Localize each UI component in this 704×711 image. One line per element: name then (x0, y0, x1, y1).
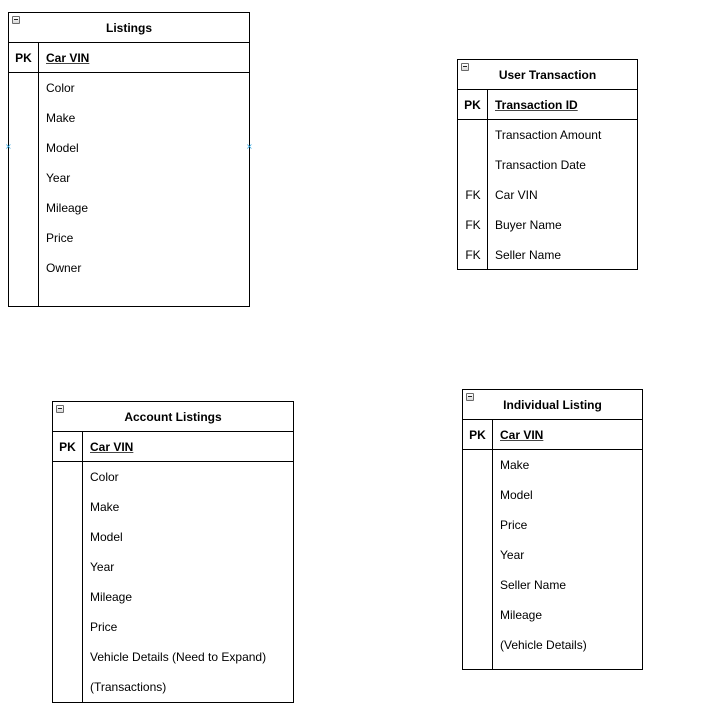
field-row[interactable] (9, 253, 249, 283)
field-row[interactable] (463, 450, 642, 480)
field-row[interactable] (9, 163, 249, 193)
entity-title: Account Listings (124, 409, 222, 424)
field-name: Transaction Amount (495, 128, 602, 142)
entity-header[interactable] (463, 390, 642, 420)
key-column-divider (492, 450, 493, 669)
field-name: Color (46, 81, 75, 95)
foreign-key-label: FK (465, 188, 481, 202)
entity-user-transaction[interactable] (457, 59, 638, 270)
field-name: Make (500, 458, 530, 472)
entity-title: User Transaction (498, 67, 597, 82)
field-list (9, 73, 249, 306)
field-row[interactable] (53, 672, 293, 702)
entity-title: Listings (105, 20, 152, 35)
field-row[interactable] (53, 552, 293, 582)
field-name: Seller Name (500, 578, 567, 592)
field-row[interactable] (53, 522, 293, 552)
primary-key-row[interactable] (53, 432, 293, 462)
primary-key-name: Car VIN (90, 439, 134, 454)
key-label: PK (53, 432, 83, 461)
field-name: (Vehicle Details) (500, 638, 587, 652)
field-name: Price (46, 231, 74, 245)
field-name: Color (90, 470, 119, 484)
field-name: Buyer Name (495, 218, 562, 232)
field-name: Year (500, 548, 525, 562)
key-column-divider (82, 462, 83, 702)
field-name: Model (500, 488, 533, 502)
field-row[interactable] (53, 612, 293, 642)
entity-account-listings[interactable] (52, 401, 294, 703)
connection-point-icon[interactable]: × (246, 142, 253, 151)
key-label: PK (458, 90, 488, 119)
field-row[interactable] (458, 120, 637, 150)
field-row[interactable] (9, 73, 249, 103)
field-row[interactable] (9, 193, 249, 223)
primary-key-name: Car VIN (46, 50, 90, 65)
field-name: Model (90, 530, 123, 544)
field-name: Mileage (46, 201, 89, 215)
field-name: Mileage (90, 590, 133, 604)
field-list (458, 120, 637, 269)
field-name: Car VIN (495, 188, 538, 202)
field-name: Year (90, 560, 115, 574)
field-row[interactable] (463, 630, 642, 660)
entity-title: Individual Listing (503, 397, 602, 412)
field-name: Owner (46, 261, 82, 275)
field-row[interactable] (53, 462, 293, 492)
key-label: PK (463, 420, 493, 449)
field-row[interactable] (9, 103, 249, 133)
field-name: Price (500, 518, 528, 532)
field-row[interactable] (458, 180, 637, 210)
key-column-divider (487, 120, 488, 269)
field-name: (Transactions) (90, 680, 167, 694)
field-name: Year (46, 171, 71, 185)
primary-key-name: Transaction ID (495, 97, 578, 112)
foreign-key-label: FK (465, 218, 481, 232)
field-row[interactable] (458, 150, 637, 180)
primary-key-name: Car VIN (500, 427, 544, 442)
primary-key-row[interactable] (463, 420, 642, 450)
field-name: Model (46, 141, 79, 155)
field-row[interactable] (463, 480, 642, 510)
key-column-divider (38, 73, 39, 306)
field-name: Transaction Date (495, 158, 586, 172)
connection-point-icon[interactable]: × (5, 142, 12, 151)
field-row[interactable] (53, 582, 293, 612)
field-row[interactable] (9, 133, 249, 163)
field-row[interactable] (458, 240, 637, 270)
collapse-icon[interactable] (461, 63, 469, 71)
primary-key-row[interactable] (9, 43, 249, 73)
field-list (53, 462, 293, 702)
entity-individual-listing[interactable] (462, 389, 643, 670)
field-list (463, 450, 642, 669)
field-row[interactable] (463, 570, 642, 600)
collapse-icon[interactable] (12, 16, 20, 24)
field-row[interactable] (463, 510, 642, 540)
entity-header[interactable] (53, 402, 293, 432)
entity-listings[interactable] (8, 12, 253, 307)
collapse-icon[interactable] (56, 405, 64, 413)
collapse-icon[interactable] (466, 393, 474, 401)
field-name: Vehicle Details (Need to Expand) (90, 650, 267, 664)
entity-header[interactable] (9, 13, 249, 43)
primary-key-row[interactable] (458, 90, 637, 120)
entity-header[interactable] (458, 60, 637, 90)
foreign-key-label: FK (465, 248, 481, 262)
field-name: Price (90, 620, 118, 634)
key-label: PK (9, 43, 39, 72)
field-row[interactable] (463, 600, 642, 630)
field-row[interactable] (463, 540, 642, 570)
field-row[interactable] (53, 492, 293, 522)
field-name: Make (46, 111, 76, 125)
field-row[interactable] (458, 210, 637, 240)
field-row[interactable] (53, 642, 293, 672)
field-row[interactable] (9, 223, 249, 253)
field-name: Seller Name (495, 248, 562, 262)
field-name: Make (90, 500, 120, 514)
field-name: Mileage (500, 608, 543, 622)
